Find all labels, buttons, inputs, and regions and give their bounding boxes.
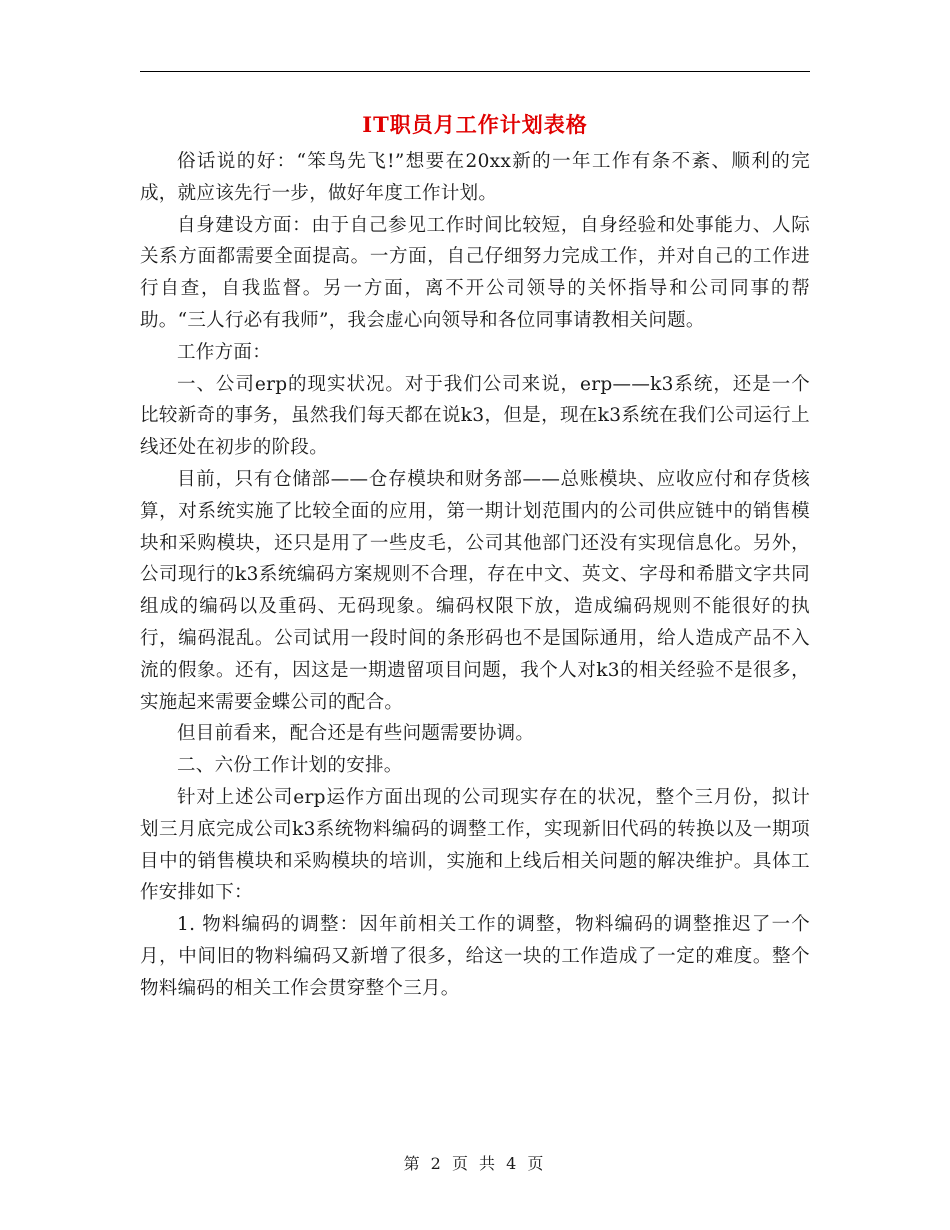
paragraph-current-situation: 目前，只有仓储部——仓存模块和财务部——总账模块、应收应付和存货核算，对系统实施了比较全面的应用，第一期计划范围内的公司供应链中的销售模块和采购模块，还只是用了一些皮毛，公司其他部门还没有实现信息化。另外，公司现行的k3系统编码方案规则不合理，存在中文、英文、字母和希腊文字共同组成的编码以及重码、无码现象。编码权限下放，造成编码规则不能很好的执行，编码混乱。公司试用一段时间的条形码也不是国际通用，给人造成产品不入流的假象。还有，因这是一期遗留项目问题，我个人对k3的相关经验不是很多，实施起来需要金蝶公司的配合。 — [140, 468, 810, 713]
paragraph-work-heading: 工作方面： — [177, 341, 272, 363]
document-title: IT职员月工作计划表格 — [362, 112, 588, 137]
paragraph-material-coding: 1. 物料编码的调整：因年前相关工作的调整，物料编码的调整推迟了一个月，中间旧的物料编码又新增了很多，给这一块的工作造成了一定的难度。整个物料编码的相关工作会贯穿整个三月。 — [140, 914, 810, 999]
paragraph-self-development: 自身建设方面：由于自己参见工作时间比较短，自身经验和处事能力、人际关系方面都需要全面提高。一方面，自己仔细努力完成工作，并对自己的工作进行自查，自我监督。另一方面，离不开公司领导的关怀指导和公司同事的帮助。“三人行必有我师”，我会虚心向领导和各位同事请教相关问题。 — [140, 214, 810, 331]
paragraph-erp-status: 一、公司erp的现实状况。对于我们公司来说，erp——k3系统，还是一个比较新奇的事务，虽然我们每天都在说k3，但是，现在k3系统在我们公司运行上线还处在初步的阶段。 — [140, 373, 810, 459]
paragraph-plan-overview: 针对上述公司erp运作方面出现的公司现实存在的状况，整个三月份，拟计划三月底完成公司k3系统物料编码的调整工作，实现新旧代码的转换以及一期项目中的销售模块和采购模块的培训，实施和上线后相关问题的解决维护。具体工作安排如下： — [140, 786, 810, 904]
header-rule — [140, 71, 810, 72]
paragraph-plan-heading: 二、六份工作计划的安排。 — [177, 755, 403, 777]
document-body — [140, 146, 810, 1005]
paragraph-intro: 俗话说的好：“笨鸟先飞!”想要在20xx新的一年工作有条不紊、顺利的完成，就应该先行一步，做好年度工作计划。 — [140, 151, 810, 204]
paragraph-coordination: 但目前看来，配合还是有些问题需要协调。 — [177, 723, 535, 745]
page-number: 第 2 页 共 4 页 — [403, 1154, 547, 1173]
